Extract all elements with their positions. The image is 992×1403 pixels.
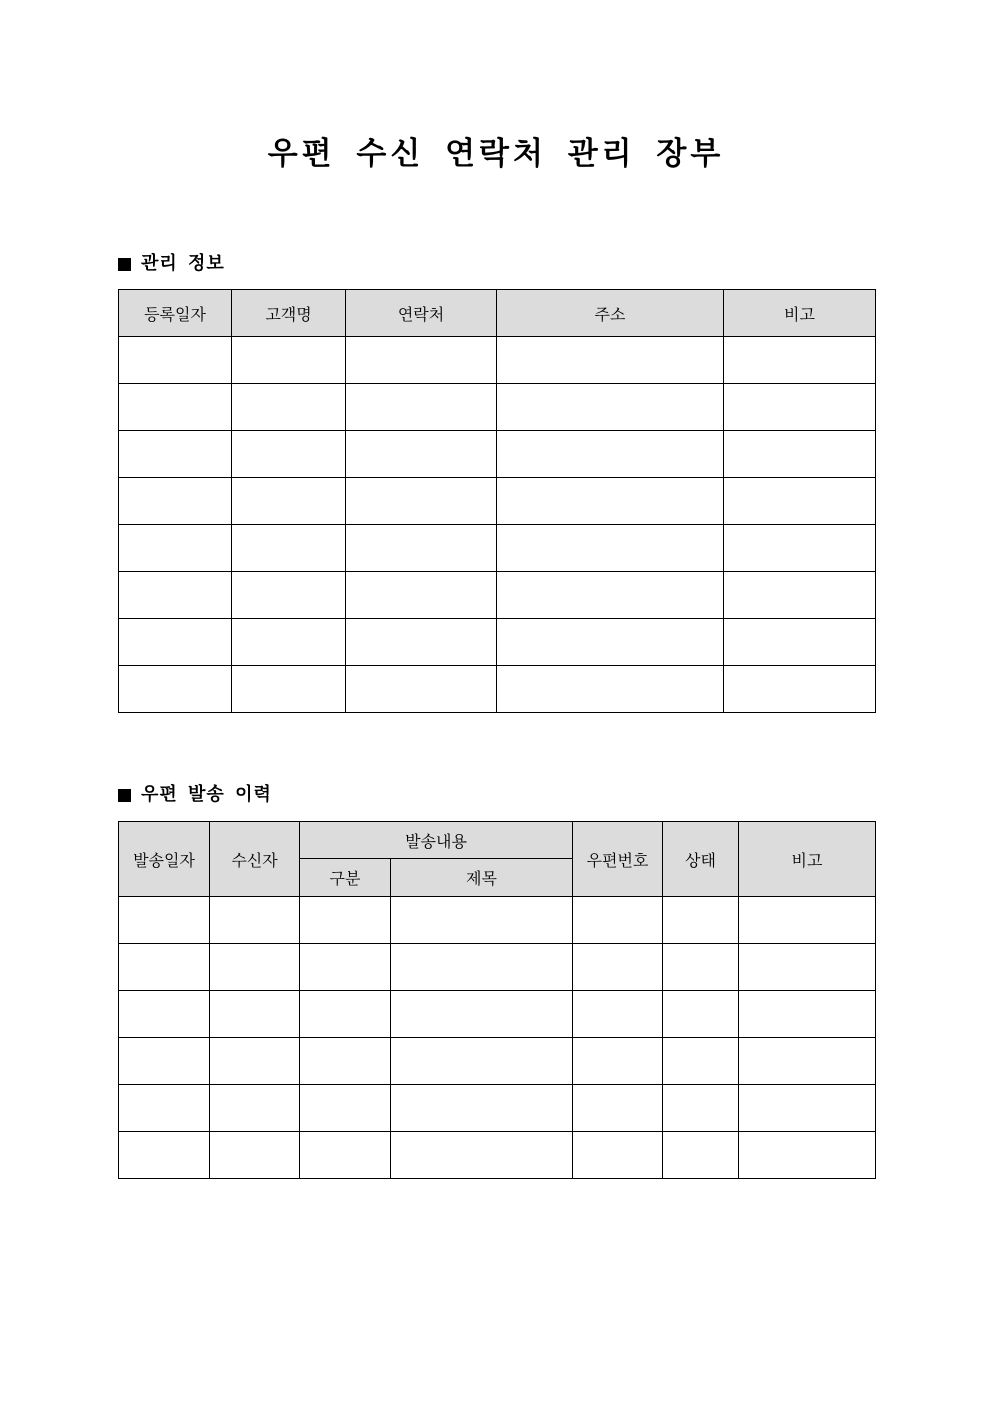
mail-history-table	[118, 821, 876, 1179]
table-cell[interactable]	[346, 572, 497, 619]
table-cell[interactable]	[119, 478, 232, 525]
table-cell[interactable]	[210, 897, 300, 944]
table-cell[interactable]	[210, 1132, 300, 1179]
table-cell[interactable]	[739, 944, 876, 991]
table-cell[interactable]	[663, 944, 739, 991]
column-header-address: 주소	[497, 290, 724, 337]
table-cell[interactable]	[573, 991, 663, 1038]
table-cell[interactable]	[724, 431, 876, 478]
table-row	[119, 666, 876, 713]
column-header-content: 발송내용	[300, 822, 573, 859]
document-title: 우편 수신 연락처 관리 장부	[267, 136, 725, 172]
column-header-category: 구분	[300, 859, 391, 897]
table-cell[interactable]	[497, 337, 724, 384]
table-cell[interactable]	[497, 478, 724, 525]
table-cell[interactable]	[739, 1132, 876, 1179]
square-bullet-icon	[118, 258, 131, 271]
table-cell[interactable]	[119, 619, 232, 666]
table-cell[interactable]	[391, 1085, 573, 1132]
table-cell[interactable]	[739, 991, 876, 1038]
column-header-postal-number: 우편번호	[573, 822, 663, 897]
table-row	[119, 384, 876, 431]
column-header-recipient: 수신자	[210, 822, 300, 897]
table-cell[interactable]	[724, 384, 876, 431]
table-cell[interactable]	[232, 337, 346, 384]
table-header-row	[119, 822, 876, 859]
table-cell[interactable]	[724, 525, 876, 572]
table-cell[interactable]	[119, 1038, 210, 1085]
table-cell[interactable]	[232, 666, 346, 713]
table-cell[interactable]	[210, 944, 300, 991]
table-cell[interactable]	[119, 525, 232, 572]
table-cell[interactable]	[391, 1038, 573, 1085]
section-heading-label: 우편 발송 이력	[141, 784, 272, 805]
table-cell[interactable]	[663, 991, 739, 1038]
table-cell[interactable]	[573, 897, 663, 944]
table-cell[interactable]	[346, 431, 497, 478]
table-cell[interactable]	[346, 525, 497, 572]
table-row	[119, 525, 876, 572]
table-cell[interactable]	[724, 337, 876, 384]
table-row	[119, 431, 876, 478]
table-cell[interactable]	[232, 478, 346, 525]
table-cell[interactable]	[300, 1085, 391, 1132]
table-cell[interactable]	[300, 1132, 391, 1179]
table-row	[119, 1085, 876, 1132]
table-cell[interactable]	[497, 572, 724, 619]
table-header-row	[119, 290, 876, 337]
table-cell[interactable]	[232, 431, 346, 478]
table-cell[interactable]	[119, 991, 210, 1038]
table-cell[interactable]	[573, 1085, 663, 1132]
table-cell[interactable]	[573, 944, 663, 991]
table-cell[interactable]	[497, 619, 724, 666]
square-bullet-icon	[118, 789, 131, 802]
table-cell[interactable]	[724, 619, 876, 666]
column-header-send-date: 발송일자	[119, 822, 210, 897]
table-cell[interactable]	[391, 944, 573, 991]
table-cell[interactable]	[391, 1132, 573, 1179]
table-row	[119, 1132, 876, 1179]
column-header-customer-name: 고객명	[232, 290, 346, 337]
management-info-table	[118, 289, 876, 713]
table-row	[119, 337, 876, 384]
table-cell[interactable]	[739, 897, 876, 944]
column-header-subject: 제목	[391, 859, 573, 897]
table-cell[interactable]	[232, 384, 346, 431]
table-cell[interactable]	[739, 1085, 876, 1132]
table-cell[interactable]	[391, 897, 573, 944]
table-cell[interactable]	[300, 991, 391, 1038]
section-heading-mail-history	[118, 783, 272, 807]
table-cell[interactable]	[663, 1132, 739, 1179]
table-cell[interactable]	[724, 572, 876, 619]
table-cell[interactable]	[119, 431, 232, 478]
table-row	[119, 897, 876, 944]
table-cell[interactable]	[724, 666, 876, 713]
table-cell[interactable]	[119, 572, 232, 619]
table-cell[interactable]	[739, 1038, 876, 1085]
column-header-registration-date: 등록일자	[119, 290, 232, 337]
table-cell[interactable]	[346, 619, 497, 666]
table-cell[interactable]	[346, 384, 497, 431]
table-cell[interactable]	[346, 337, 497, 384]
table-row	[119, 478, 876, 525]
table-row	[119, 991, 876, 1038]
table-row	[119, 572, 876, 619]
table-cell[interactable]	[497, 384, 724, 431]
table-cell[interactable]	[497, 525, 724, 572]
table-cell[interactable]	[497, 431, 724, 478]
table-cell[interactable]	[119, 897, 210, 944]
table-cell[interactable]	[119, 666, 232, 713]
table-cell[interactable]	[497, 666, 724, 713]
table-row	[119, 944, 876, 991]
table-cell[interactable]	[346, 666, 497, 713]
column-header-remarks: 비고	[739, 822, 876, 897]
table-cell[interactable]	[663, 1085, 739, 1132]
table-cell[interactable]	[232, 525, 346, 572]
table-cell[interactable]	[210, 1085, 300, 1132]
table-cell[interactable]	[346, 478, 497, 525]
table-row	[119, 619, 876, 666]
table-cell[interactable]	[119, 944, 210, 991]
table-cell[interactable]	[300, 897, 391, 944]
section-heading-management-info	[118, 252, 225, 276]
table-cell[interactable]	[210, 991, 300, 1038]
table-cell[interactable]	[300, 1038, 391, 1085]
section-heading-label: 관리 정보	[141, 253, 225, 274]
table-cell[interactable]	[119, 337, 232, 384]
table-cell[interactable]	[663, 1038, 739, 1085]
table-cell[interactable]	[119, 1132, 210, 1179]
table-cell[interactable]	[663, 897, 739, 944]
column-header-status: 상태	[663, 822, 739, 897]
column-header-contact: 연락처	[346, 290, 497, 337]
table-cell[interactable]	[232, 572, 346, 619]
table-cell[interactable]	[724, 478, 876, 525]
column-header-remarks: 비고	[724, 290, 876, 337]
table-cell[interactable]	[119, 384, 232, 431]
table-row	[119, 1038, 876, 1085]
table-cell[interactable]	[573, 1132, 663, 1179]
table-cell[interactable]	[119, 1085, 210, 1132]
table-cell[interactable]	[573, 1038, 663, 1085]
table-cell[interactable]	[300, 944, 391, 991]
table-cell[interactable]	[391, 991, 573, 1038]
table-cell[interactable]	[232, 619, 346, 666]
table-cell[interactable]	[210, 1038, 300, 1085]
